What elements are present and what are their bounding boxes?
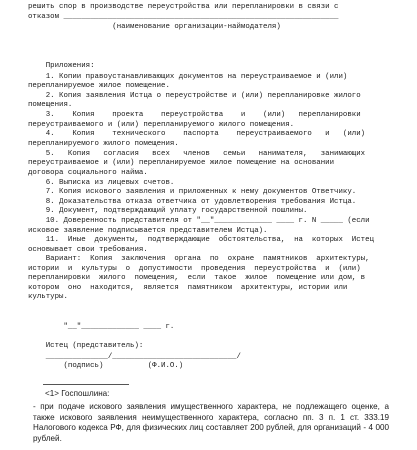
attachment-line: перепланируемое жилое помещение.	[28, 82, 170, 90]
header-line-3: (наименование организации-наймодателя)	[28, 23, 281, 31]
attachment-line: 11. Иные документы, подтверждающие обстоятельства, на которых Истец	[28, 236, 374, 244]
attachments-title: Приложения:	[28, 62, 95, 70]
attachment-line: 3. Копия проекта переустройства и (или) перепланировки	[28, 111, 361, 119]
attachment-line: помещения.	[28, 101, 73, 109]
attachment-line: 7. Копия искового заявления и приложенных к нему документов Ответчику.	[28, 188, 357, 196]
signature-role-line: Истец (представитель):	[28, 342, 144, 350]
attachment-line: 6. Выписка из лицевых счетов.	[28, 179, 175, 187]
attachment-line: 1. Копии правоустанавливающих документов на переустраиваемое и (или)	[28, 73, 348, 81]
footnote-body: - при подаче искового заявления имущественного характера, не подлежащего оценке, а также искового заявления неимущественного характера, согласно пп. 3 п. 1 ст. 333.19 Налогового кодекса РФ, для физических лиц составляет 200 рублей, для организаций - 4 000 рублей.	[33, 402, 389, 443]
attachment-line: 8. Доказательства отказа ответчика от удовлетворения требования Истца.	[28, 198, 357, 206]
signature-date-line: "__"_____________ ____ г.	[28, 323, 175, 331]
attachment-line: 5. Копия согласия всех членов семьи нанимателя, занимающих	[28, 150, 366, 158]
attachment-line: перепланировки жилого помещения, если такое жилое помещение или дом, в	[28, 274, 366, 282]
attachment-line: Вариант: Копия заключения органа по охране памятников архитектуры,	[28, 255, 370, 263]
attachment-line: 9. Документ, подтверждающий уплату государственной пошлины.	[28, 207, 308, 215]
signature-caption: (подпись) (Ф.И.О.)	[28, 362, 184, 370]
footnote-title: <1> Госпошлина:	[45, 389, 110, 398]
attachment-line: 2. Копия заявления Истца о переустройстве и (или) перепланировке жилого	[28, 92, 361, 100]
attachment-line: культуры.	[28, 293, 68, 301]
footnote-divider	[43, 384, 129, 385]
attachment-line: котором оно находится, является памятником архитектуры, истории или	[28, 284, 348, 292]
attachment-line: исковое заявление подписывается представителем Истца).	[28, 227, 268, 235]
header-line-1: решить спор в производстве переустройства или перепланировки в связи с	[28, 3, 339, 11]
attachment-line: 4. Копия технического паспорта переустраиваемого и (или)	[28, 130, 366, 138]
attachment-line: основывает свои требования.	[28, 246, 148, 254]
attachment-line: 10. Доверенность представителя от "__"_____________ ____ г. N _____ (если	[28, 217, 370, 225]
attachment-line: переустраиваемое и (или) перепланируемое жилое помещение на основании	[28, 159, 335, 167]
signature-line: ______________/____________________________/	[28, 353, 241, 361]
attachment-line: истории и культуры о допустимости проведения переустройства и (или)	[28, 265, 361, 273]
header-line-2: отказом ______________________________________________________________	[28, 13, 339, 21]
attachment-line: перепланируемого жилого помещения.	[28, 140, 179, 148]
attachment-line: переустраиваемого и (или) перепланируемого жилого помещения.	[28, 121, 295, 129]
attachment-line: договора социального найма.	[28, 169, 148, 177]
